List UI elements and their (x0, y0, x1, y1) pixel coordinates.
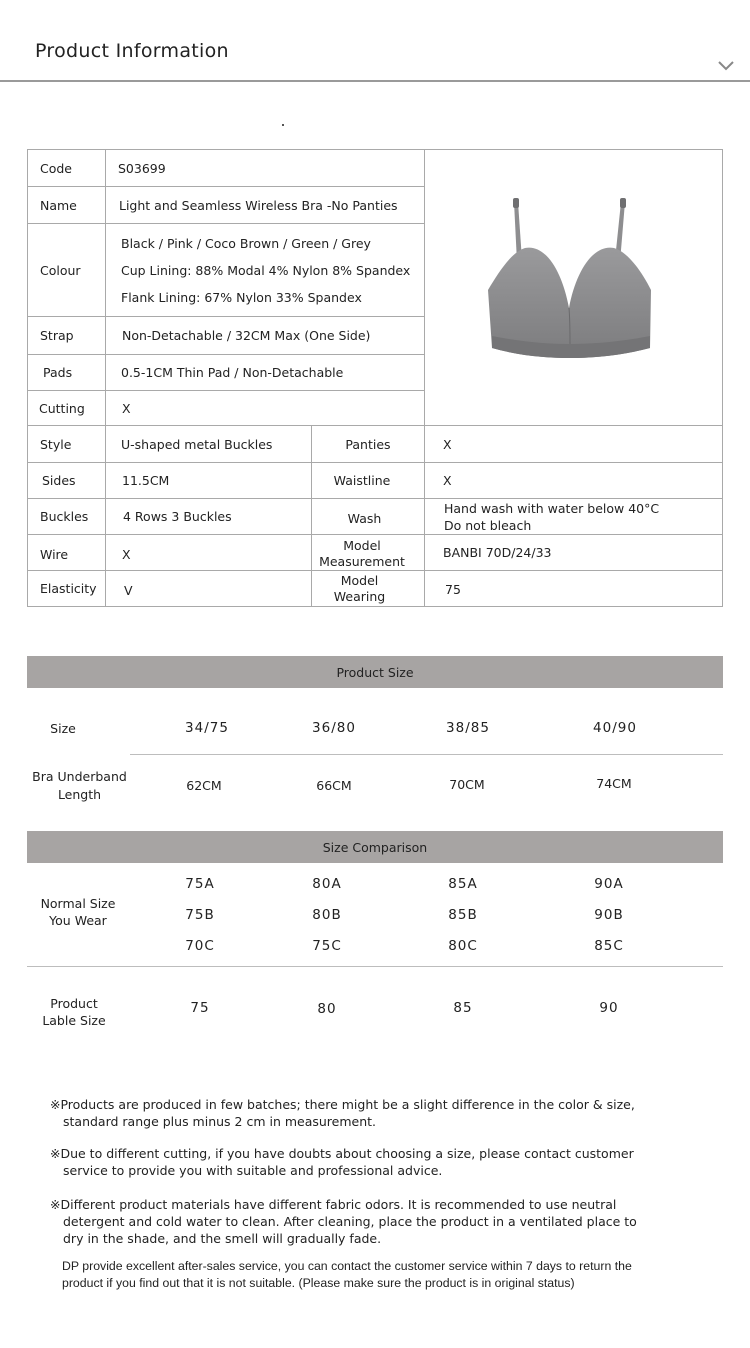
note-line: ※Different product materials have different fabric odors. It is recommended to use neutral (50, 1197, 617, 1212)
normal-size-cell: 90B (594, 907, 624, 923)
model-measurement-label (312, 535, 412, 570)
note-batches (50, 1096, 635, 1130)
buckles-value: 4 Rows 3 Buckles (123, 509, 232, 524)
wire-label: Wire (40, 547, 69, 562)
colour-line: Flank Lining: 67% Nylon 33% Spandex (121, 289, 362, 305)
normal-size-label-line: You Wear (49, 913, 107, 928)
normal-size-label-line: Normal Size (40, 896, 116, 911)
name-value: Light and Seamless Wireless Bra -No Panties (119, 197, 398, 213)
normal-size-cell: 80B (312, 907, 342, 923)
lable-size-cell: 80 (317, 1001, 337, 1017)
underband-row-label (22, 768, 137, 804)
product-info-table (0, 0, 750, 620)
page-title: Product Information (35, 40, 229, 62)
model-measurement-label-line: Model (343, 537, 381, 553)
lable-size-label-line: Product (50, 996, 98, 1011)
model-measurement-value: BANBI 70D/24/33 (443, 545, 552, 560)
product-size-header: Product Size (27, 656, 723, 688)
lable-size-label-line: Lable Size (42, 1013, 106, 1028)
underband-cell: 74CM (596, 776, 632, 791)
size-cell: 34/75 (185, 720, 229, 736)
size-divider (130, 754, 723, 755)
note-cutting (50, 1145, 634, 1179)
strap-label: Strap (40, 328, 74, 343)
colour-line: Cup Lining: 88% Modal 4% Nylon 8% Spandex (121, 262, 411, 278)
cutting-label: Cutting (39, 400, 85, 416)
lable-size-cell: 75 (190, 1000, 210, 1016)
note-line: service to provide you with suitable and professional advice. (63, 1163, 443, 1178)
wash-line: Do not bleach (444, 517, 532, 533)
lable-size-cell: 85 (453, 1000, 473, 1016)
underband-cell: 62CM (186, 778, 222, 793)
lable-size-cell: 90 (599, 1000, 619, 1016)
normal-size-cell: 80C (448, 938, 478, 954)
model-wearing-value: 75 (445, 582, 461, 597)
lable-size-label (24, 995, 124, 1029)
normal-size-cell: 75B (185, 907, 215, 923)
note-odors (50, 1196, 637, 1247)
cutting-value: X (122, 400, 131, 416)
waistline-label: Waistline (333, 473, 391, 488)
note-line: dry in the shade, and the smell will gradually fade. (63, 1231, 382, 1246)
colour-label: Colour (40, 262, 81, 278)
normal-size-label (28, 895, 128, 929)
model-wearing-label-line: Wearing (333, 588, 386, 604)
size-row-label: Size (50, 721, 76, 736)
size-cell: 36/80 (312, 720, 356, 736)
note-line: standard range plus minus 2 cm in measurement. (63, 1114, 377, 1129)
waistline-value: X (443, 473, 452, 488)
colour-value (106, 224, 424, 316)
note-line: ※Due to different cutting, if you have doubts about choosing a size, please contact customer (50, 1146, 634, 1161)
code-value: S03699 (118, 160, 166, 176)
normal-size-cell: 85B (448, 907, 478, 923)
note-line: ※Products are produced in few batches; there might be a slight difference in the color & size, (50, 1097, 635, 1112)
comparison-divider (27, 966, 723, 967)
size-comparison-header: Size Comparison (27, 831, 723, 863)
strap-value: Non-Detachable / 32CM Max (One Side) (122, 328, 371, 343)
model-wearing-label-line: Model (340, 572, 379, 588)
elasticity-label: Elasticity (40, 581, 97, 596)
note-line: detergent and cold water to clean. After cleaning, place the product in a ventilated place to (63, 1214, 637, 1229)
note-line: product if you find out that it is not suitable. (Please make sure the product is in original status) (62, 1276, 575, 1290)
pads-value: 0.5-1CM Thin Pad / Non-Detachable (121, 365, 344, 380)
wire-value: X (122, 547, 131, 562)
wash-label: Wash (347, 511, 382, 526)
normal-size-cell: 75A (185, 876, 215, 892)
sides-value: 11.5CM (122, 473, 170, 488)
normal-size-cell: 85A (448, 876, 478, 892)
normal-size-cell: 80A (312, 876, 342, 892)
underband-label-line: Length (57, 787, 102, 802)
sides-label: Sides (42, 473, 76, 488)
model-measurement-label-line: Measurement (319, 553, 405, 569)
note-line: DP provide excellent after-sales service, you can contact the customer service within 7 days to return the (62, 1259, 632, 1273)
wash-value (425, 499, 722, 534)
underband-cell: 70CM (449, 777, 485, 792)
underband-cell: 66CM (316, 778, 352, 793)
wash-line: Hand wash with water below 40°C (444, 500, 660, 516)
normal-size-cell: 90A (594, 876, 624, 892)
normal-size-cell: 75C (312, 938, 342, 954)
model-wearing-label (312, 571, 407, 606)
pads-label: Pads (43, 365, 73, 380)
colour-line: Black / Pink / Coco Brown / Green / Grey (121, 235, 371, 251)
normal-size-cell: 85C (594, 938, 624, 954)
style-label: Style (40, 436, 72, 452)
panties-label: Panties (345, 436, 391, 452)
style-value: U-shaped metal Buckles (121, 436, 273, 452)
panties-value: X (443, 436, 452, 452)
normal-size-cell: 70C (185, 938, 215, 954)
note-after-sales (62, 1258, 632, 1292)
underband-label-line: Bra Underband (32, 769, 127, 784)
name-label: Name (40, 197, 77, 213)
buckles-label: Buckles (40, 509, 89, 524)
product-bra-image (470, 190, 670, 380)
size-cell: 38/85 (446, 720, 490, 736)
code-label: Code (40, 160, 73, 176)
size-cell: 40/90 (593, 720, 637, 736)
elasticity-value: V (124, 583, 133, 598)
